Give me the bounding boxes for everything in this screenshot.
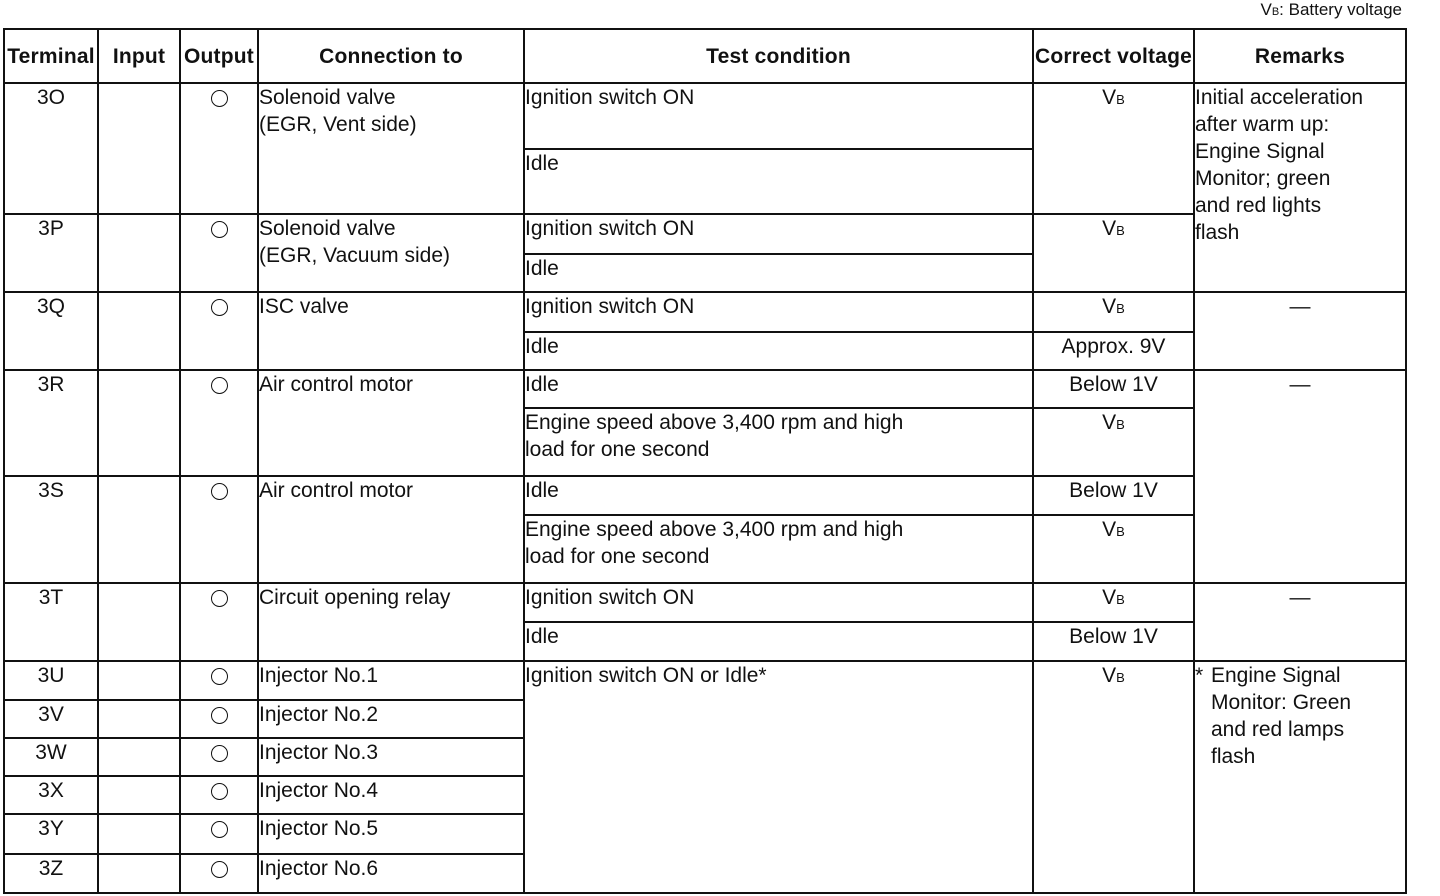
output-cell — [180, 292, 258, 369]
condition-cell: Idle — [524, 622, 1033, 660]
condition-cell: Ignition switch ON — [524, 583, 1033, 622]
input-cell — [98, 700, 180, 738]
connection-cell: Circuit opening relay — [258, 583, 524, 660]
condition-cell: Ignition switch ON — [524, 292, 1033, 331]
input-cell — [98, 476, 180, 583]
remark-line: flash — [1211, 744, 1256, 768]
note-text: : Battery voltage — [1279, 0, 1402, 19]
output-circle-icon — [211, 783, 228, 800]
vb-symbol: V — [1102, 517, 1117, 541]
output-circle-icon — [211, 221, 228, 238]
terminal-cell: 3W — [4, 738, 98, 776]
condition-cell: Idle — [524, 370, 1033, 408]
header-voltage: Correct voltage — [1033, 29, 1194, 83]
remark-line: and red lamps — [1211, 717, 1345, 741]
input-cell — [98, 214, 180, 292]
output-cell — [180, 83, 258, 214]
voltage-cell — [1033, 408, 1194, 476]
output-cell — [180, 854, 258, 893]
output-cell — [180, 661, 258, 700]
terminal-cell: 3X — [4, 776, 98, 814]
terminal-cell: 3Z — [4, 854, 98, 893]
output-circle-icon — [211, 668, 228, 685]
vb-subscript: B — [1116, 416, 1125, 432]
condition-line: Engine speed above 3,400 rpm and high — [525, 410, 904, 434]
terminal-voltage-table — [3, 28, 1407, 894]
connection-line: (EGR, Vent side) — [259, 113, 417, 136]
vb-symbol: V — [1102, 663, 1117, 687]
remark-line: Monitor: Green — [1211, 690, 1352, 714]
connection-cell: Injector No.4 — [258, 776, 524, 814]
output-circle-icon — [211, 483, 228, 500]
vb-symbol: V — [1102, 295, 1117, 319]
vb-symbol: V — [1102, 586, 1117, 610]
connection-line: (EGR, Vacuum side) — [259, 243, 450, 267]
output-cell — [180, 583, 258, 660]
condition-line: load for one second — [525, 544, 710, 568]
voltage-cell: Below 1V — [1033, 476, 1194, 514]
voltage-cell: Below 1V — [1033, 622, 1194, 660]
vb-symbol: V — [1102, 216, 1117, 240]
output-cell — [180, 214, 258, 292]
condition-cell: Idle — [524, 149, 1033, 213]
output-cell — [180, 776, 258, 814]
condition-cell: Ignition switch ON — [524, 214, 1033, 254]
vb-symbol: V — [1102, 86, 1117, 109]
vb-subscript: B — [1116, 301, 1125, 317]
input-cell — [98, 814, 180, 853]
header-condition: Test condition — [524, 29, 1033, 83]
voltage-cell: Below 1V — [1033, 370, 1194, 408]
header-remarks: Remarks — [1194, 29, 1406, 83]
connection-cell: Injector No.6 — [258, 854, 524, 893]
output-cell — [180, 370, 258, 477]
table-row — [4, 583, 1406, 622]
vb-subscript: B — [1116, 92, 1125, 107]
output-circle-icon — [211, 861, 228, 878]
connection-cell: Injector No.1 — [258, 661, 524, 700]
connection-line: Solenoid valve — [259, 86, 396, 109]
condition-cell: Ignition switch ON — [524, 83, 1033, 149]
terminal-cell: 3V — [4, 700, 98, 738]
condition-cell — [524, 408, 1033, 476]
remarks-cell — [1194, 661, 1406, 893]
connection-cell — [258, 214, 524, 292]
terminal-cell: 3P — [4, 214, 98, 292]
remarks-cell: — — [1194, 583, 1406, 660]
remarks-cell: — — [1194, 292, 1406, 369]
table-row — [4, 370, 1406, 408]
output-circle-icon — [211, 745, 228, 762]
vb-subscript: B — [1116, 669, 1125, 685]
remark-line: after warm up: — [1195, 113, 1330, 136]
output-circle-icon — [211, 90, 228, 107]
connection-cell: Air control motor — [258, 476, 524, 583]
output-circle-icon — [211, 299, 228, 316]
connection-cell: Injector No.5 — [258, 814, 524, 853]
terminal-cell: 3O — [4, 83, 98, 214]
remark-line: Monitor; green — [1195, 167, 1331, 190]
input-cell — [98, 854, 180, 893]
terminal-cell: 3S — [4, 476, 98, 583]
terminal-cell: 3R — [4, 370, 98, 477]
condition-cell: Idle — [524, 332, 1033, 370]
remark-line: Initial acceleration — [1195, 86, 1364, 109]
vb-subscript: B — [1116, 592, 1125, 608]
voltage-cell — [1033, 83, 1194, 214]
output-circle-icon — [211, 821, 228, 838]
vb-subscript: B — [1116, 222, 1125, 238]
table-row — [4, 292, 1406, 331]
vb-subscript: B — [1271, 6, 1280, 18]
output-circle-icon — [211, 707, 228, 724]
remark-line: flash — [1195, 221, 1240, 244]
input-cell — [98, 661, 180, 700]
header-connection: Connection to — [258, 29, 524, 83]
input-cell — [98, 292, 180, 369]
voltage-cell — [1033, 515, 1194, 583]
header-row — [4, 29, 1406, 83]
remark-line: Engine Signal — [1211, 663, 1341, 687]
connection-cell: Injector No.3 — [258, 738, 524, 776]
remark-line: Engine Signal — [1195, 140, 1325, 163]
input-cell — [98, 83, 180, 214]
terminal-cell: 3Q — [4, 292, 98, 369]
input-cell — [98, 370, 180, 477]
connection-cell — [258, 83, 524, 214]
remark-line: and red lights — [1195, 194, 1322, 217]
condition-line: Engine speed above 3,400 rpm and high — [525, 517, 904, 541]
footnote-star: * — [1195, 663, 1204, 687]
output-circle-icon — [211, 377, 228, 394]
condition-cell: Idle — [524, 254, 1033, 292]
vb-symbol: V — [1260, 0, 1272, 19]
table-row — [4, 83, 1406, 149]
condition-line: load for one second — [525, 437, 710, 461]
vb-symbol: V — [1102, 410, 1117, 434]
header-output: Output — [180, 29, 258, 83]
condition-cell: Idle — [524, 476, 1033, 514]
footnote-remark — [1195, 662, 1405, 770]
input-cell — [98, 776, 180, 814]
output-cell — [180, 700, 258, 738]
voltage-cell — [1033, 583, 1194, 622]
remarks-cell — [1194, 83, 1406, 292]
output-cell — [180, 738, 258, 776]
terminal-cell: 3Y — [4, 814, 98, 853]
output-cell — [180, 814, 258, 853]
connection-line: Solenoid valve — [259, 216, 396, 240]
condition-cell — [524, 515, 1033, 583]
terminal-cell: 3T — [4, 583, 98, 660]
voltage-cell: Approx. 9V — [1033, 332, 1194, 370]
battery-voltage-note — [1260, 0, 1402, 22]
vb-subscript: B — [1116, 523, 1125, 539]
table-row — [4, 661, 1406, 700]
input-cell — [98, 738, 180, 776]
condition-cell: Ignition switch ON or Idle* — [524, 661, 1033, 893]
remarks-cell: — — [1194, 370, 1406, 583]
header-input: Input — [98, 29, 180, 83]
output-circle-icon — [211, 590, 228, 607]
input-cell — [98, 583, 180, 660]
output-cell — [180, 476, 258, 583]
connection-cell: Air control motor — [258, 370, 524, 477]
voltage-cell — [1033, 214, 1194, 292]
connection-cell: Injector No.2 — [258, 700, 524, 738]
connection-cell: ISC valve — [258, 292, 524, 369]
voltage-cell — [1033, 661, 1194, 893]
header-terminal: Terminal — [4, 29, 98, 83]
terminal-cell: 3U — [4, 661, 98, 700]
voltage-cell — [1033, 292, 1194, 331]
